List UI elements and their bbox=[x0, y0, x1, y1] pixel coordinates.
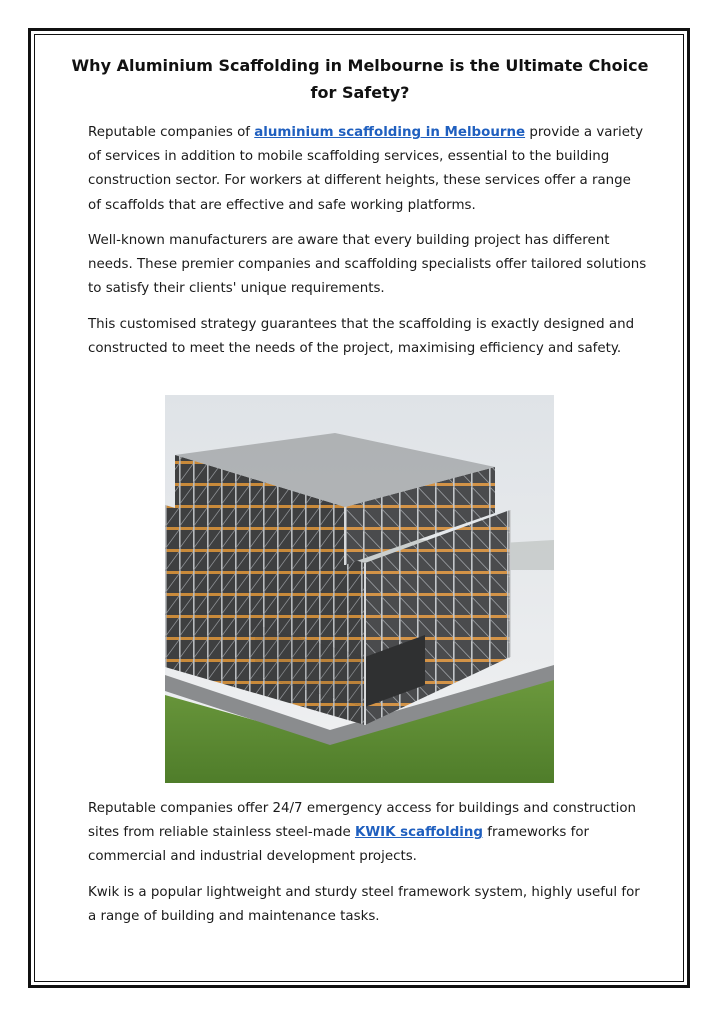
paragraph-4 bbox=[88, 797, 648, 870]
paragraph-3: This customised strategy guarantees that the scaffolding is exactly designed and constructed to meet the needs of the project, maximising efficiency and safety. bbox=[88, 317, 635, 357]
paragraph-5: Kwik is a popular lightweight and sturdy steel framework system, highly useful for a range of building and maintenance tasks. bbox=[88, 885, 640, 925]
paragraph-1 bbox=[88, 121, 648, 218]
paragraph-1-text-end: provide a variety of services in addition to mobile scaffolding services, essential to the building construction sector. For workers at different heights, these services offer a range of scaffolds that are effective and safe working platforms. bbox=[88, 125, 644, 213]
scaffolding-photo bbox=[165, 395, 554, 783]
kwik-scaffolding-link[interactable]: KWIK scaffolding bbox=[354, 825, 484, 841]
paragraph-1-text-start: Reputable companies of bbox=[88, 125, 255, 140]
page-title: Why Aluminium Scaffolding in Melbourne is the Ultimate Choice for Safety? bbox=[71, 56, 649, 102]
paragraph-4-text-start: Reputable companies offer 24/7 emergency access for buildings and construction sites from reliable stainless steel-made bbox=[88, 801, 637, 841]
paragraph-4-text-end: frameworks for commercial and industrial development projects. bbox=[88, 825, 590, 865]
paragraph-2: Well-known manufacturers are aware that every building project has different needs. These premier companies and scaffolding specialists offer tailored solutions to satisfy their clients' unique requirements. bbox=[88, 233, 647, 297]
aluminium-scaffolding-link[interactable]: aluminium scaffolding in Melbourne bbox=[254, 125, 526, 140]
